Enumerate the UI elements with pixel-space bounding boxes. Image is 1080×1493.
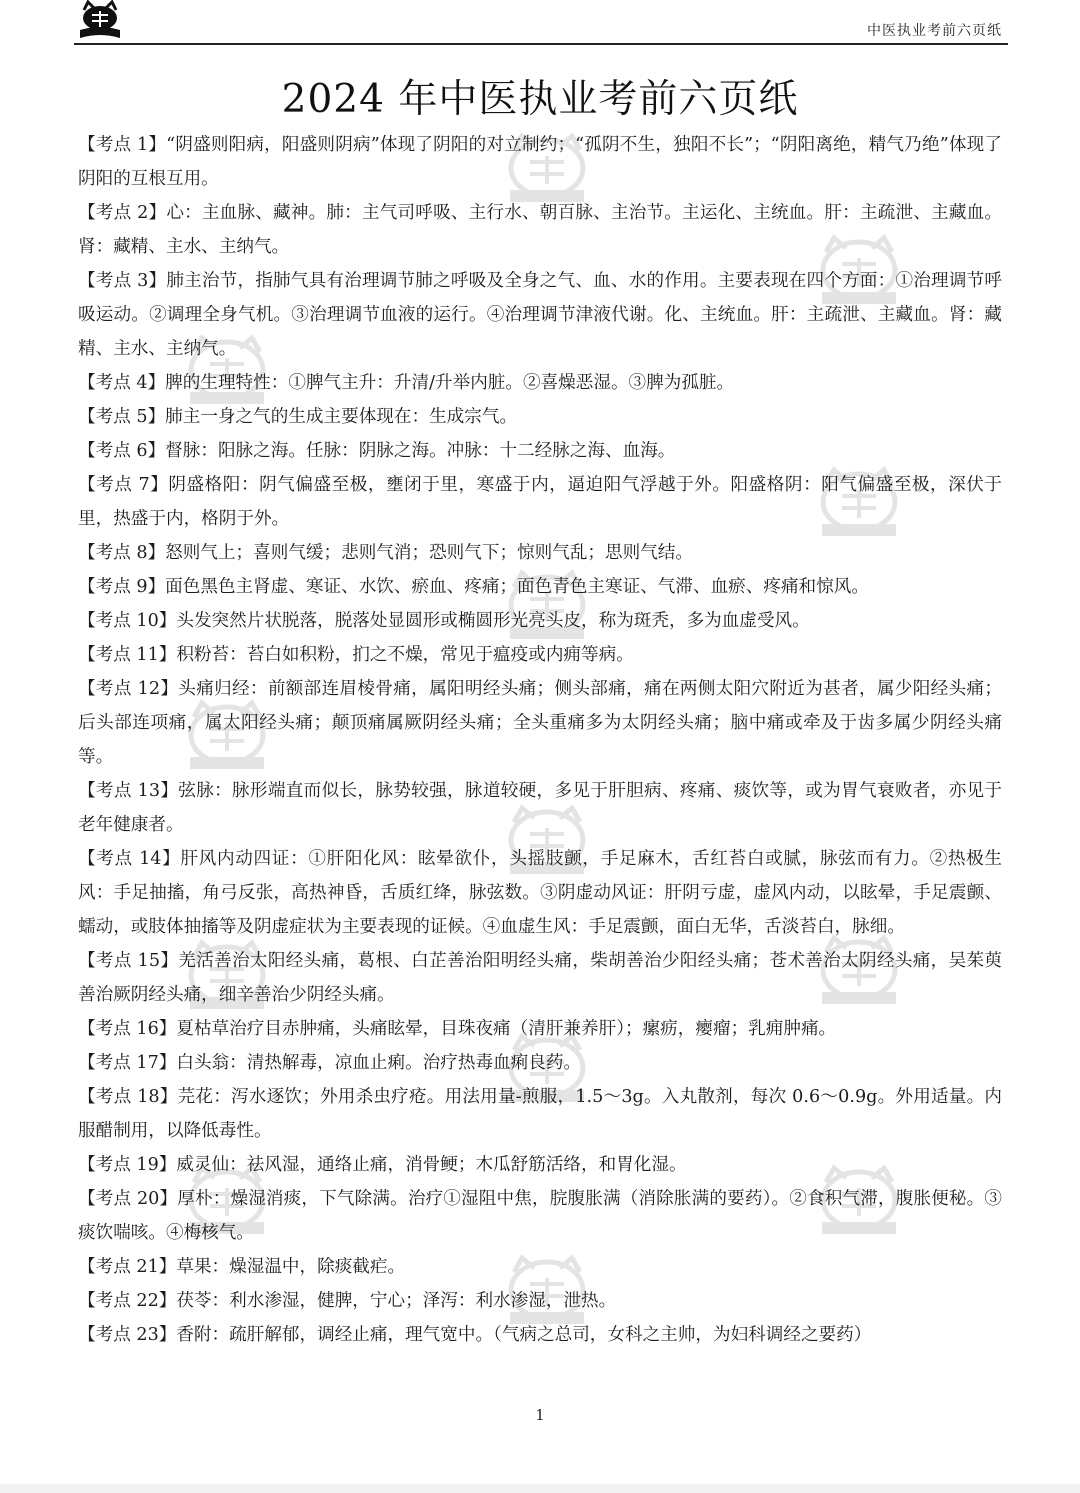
key-point-item [78, 1182, 1002, 1250]
key-point-text: 头发突然片状脱落，脱落处显圆形或椭圆形光亮头皮，称为斑秃，多为血虚受风。 [176, 611, 810, 631]
page-title: 2024 年中医执业考前六页纸 [281, 77, 799, 122]
key-point-text: 厚朴：燥湿消痰，下气除满。治疗①湿阻中焦，脘腹胀满（消除胀满的要药）。②食积气滞，腹胀便秘。③痰饮喘咳。④梅核气。 [78, 1189, 1002, 1243]
key-point-text: 芫花：泻水逐饮；外用杀虫疗疮。用法用量-煎服，1.5～3g。入丸散剂，每次 0.6～0.9g。外用适量。内服醋制用，以降低毒性。 [78, 1087, 1002, 1141]
key-point-label: 【考点 23】 [78, 1325, 177, 1345]
key-point-label: 【考点 1】 [78, 135, 167, 155]
key-point-item [78, 570, 1002, 604]
key-point-label: 【考点 21】 [78, 1257, 177, 1277]
key-point-item [78, 1080, 1002, 1148]
key-point-label: 【考点 12】 [78, 679, 179, 699]
key-point-item [78, 1046, 1002, 1080]
logo-icon [78, 0, 122, 40]
key-point-item [78, 196, 1002, 264]
key-point-item [78, 400, 1002, 434]
key-point-label: 【考点 10】 [78, 611, 177, 631]
key-point-text: 茯苓：利水渗湿，健脾，宁心；泽泻：利水渗湿，泄热。 [176, 1291, 617, 1311]
key-point-text: 面色黑色主肾虚、寒证、水饮、瘀血、疼痛；面色青色主寒证、气滞、血瘀、疼痛和惊风。 [165, 577, 869, 597]
key-point-label: 【考点 11】 [78, 645, 177, 665]
key-point-item [78, 1148, 1002, 1182]
key-point-text: 怒则气上；喜则气缓；悲则气消；恐则气下；惊则气乱；思则气结。 [165, 543, 693, 563]
key-point-text: 头痛归经：前额部连眉棱骨痛，属阳明经头痛；侧头部痛，痛在两侧太阳穴附近为甚者，属少阳经头痛；后头部连项痛，属太阳经头痛；颠顶痛属厥阴经头痛；全头重痛多为太阴经头痛；脑中痛或牵及于齿多属少阴经头痛等。 [78, 679, 1002, 767]
key-point-item [78, 842, 1002, 944]
key-point-text: 白头翁：清热解毒，凉血止痢。治疗热毒血痢良药。 [176, 1053, 582, 1073]
key-point-item [78, 1284, 1002, 1318]
key-point-item [78, 672, 1002, 774]
key-point-label: 【考点 16】 [78, 1019, 177, 1039]
key-point-label: 【考点 22】 [78, 1291, 177, 1311]
key-point-text: 肺主一身之气的生成主要体现在：生成宗气。 [165, 407, 518, 427]
key-point-label: 【考点 9】 [78, 577, 166, 597]
key-point-text: 羌活善治太阳经头痛，葛根、白芷善治阳明经头痛，柴胡善治少阳经头痛；苍术善治太阴经头痛，吴茱萸善治厥阴经头痛，细辛善治少阴经头痛。 [78, 951, 1002, 1005]
key-point-text: 草果：燥湿温中，除痰截疟。 [176, 1257, 406, 1277]
key-point-item [78, 774, 1002, 842]
key-point-label: 【考点 2】 [78, 203, 167, 223]
key-point-text: 心：主血脉、藏神。肺：主气司呼吸、主行水、朝百脉、主治节。主运化、主统血。肝：主疏泄、主藏血。肾：藏精、主水、主纳气。 [78, 203, 1002, 257]
key-point-text: 弦脉：脉形端直而似长，脉势较强，脉道较硬，多见于肝胆病、疼痛、痰饮等，或为胃气衰败者，亦见于老年健康者。 [78, 781, 1002, 835]
key-point-text: 阴盛格阳：阴气偏盛至极，壅闭于里，寒盛于内，逼迫阳气浮越于外。阳盛格阴：阳气偏盛至极，深伏于里，热盛于内，格阴于外。 [78, 475, 1002, 529]
key-point-item [78, 638, 1002, 672]
key-point-label: 【考点 18】 [78, 1087, 178, 1107]
key-point-label: 【考点 14】 [78, 849, 181, 869]
key-point-label: 【考点 4】 [78, 373, 166, 393]
key-point-item [78, 468, 1002, 536]
key-point-label: 【考点 17】 [78, 1053, 177, 1073]
key-point-text: 肝风内动四证：①肝阳化风：眩晕欲仆，头摇肢颤，手足麻木，舌红苔白或腻，脉弦而有力。②热极生风：手足抽搐，角弓反张，高热神昏，舌质红绛，脉弦数。③阴虚动风证：肝阴亏虚，虚风内动，以眩晕，手足震颤、蠕动，或肢体抽搐等及阴虚症状为主要表现的证候。④血虚生风：手足震颤，面白无华，舌淡苔白，脉细。 [78, 849, 1002, 937]
key-points-list [78, 128, 1002, 1352]
running-header-title: 中医执业考前六页纸 [867, 23, 1002, 39]
key-point-item [78, 264, 1002, 366]
key-point-item [78, 536, 1002, 570]
key-point-text: “阴盛则阳病，阳盛则阴病”体现了阴阳的对立制约；“孤阴不生，独阳不长”；“阴阳离绝，精气乃绝”体现了阴阳的互根互用。 [78, 135, 1002, 189]
key-point-label: 【考点 19】 [78, 1155, 177, 1175]
page-number: 1 [535, 1406, 545, 1424]
key-point-label: 【考点 7】 [78, 475, 169, 495]
key-point-item [78, 604, 1002, 638]
key-point-text: 夏枯草治疗目赤肿痛，头痛眩晕，目珠夜痛（清肝兼养肝）；瘰疬，瘿瘤；乳痈肿痛。 [176, 1019, 837, 1039]
key-point-label: 【考点 15】 [78, 951, 179, 971]
page-bottom-edge [0, 1484, 1080, 1493]
key-point-text: 威灵仙：祛风湿，通络止痛，消骨鲠；木瓜舒筋活络，和胃化湿。 [176, 1155, 687, 1175]
key-point-label: 【考点 6】 [78, 441, 166, 461]
key-point-item [78, 128, 1002, 196]
key-point-label: 【考点 8】 [78, 543, 166, 563]
key-point-item [78, 366, 1002, 400]
key-point-text: 肺主治节，指肺气具有治理调节肺之呼吸及全身之气、血、水的作用。主要表现在四个方面：①治理调节呼吸运动。②调理全身气机。③治理调节血液的运行。④治理调节津液代谢。化、主统血。肝：主疏泄、主藏血。肾：藏精、主水、主纳气。 [78, 271, 1002, 359]
key-point-item [78, 434, 1002, 468]
key-point-label: 【考点 20】 [78, 1189, 178, 1209]
key-point-item [78, 1318, 1002, 1352]
key-point-text: 脾的生理特性：①脾气主升：升清/升举内脏。②喜燥恶湿。③脾为孤脏。 [165, 373, 735, 393]
key-point-item [78, 1012, 1002, 1046]
key-point-label: 【考点 13】 [78, 781, 179, 801]
key-point-text: 督脉：阳脉之海。任脉：阴脉之海。冲脉：十二经脉之海、血海。 [165, 441, 676, 461]
key-point-label: 【考点 3】 [78, 271, 167, 291]
key-point-text: 积粉苔：苔白如积粉，扪之不燥，常见于瘟疫或内痈等病。 [176, 645, 634, 665]
key-point-item [78, 944, 1002, 1012]
key-point-item [78, 1250, 1002, 1284]
key-point-label: 【考点 5】 [78, 407, 166, 427]
header-divider [74, 43, 1008, 45]
key-point-text: 香附：疏肝解郁，调经止痛，理气宽中。（气病之总司，女科之主帅，为妇科调经之要药） [176, 1325, 872, 1345]
